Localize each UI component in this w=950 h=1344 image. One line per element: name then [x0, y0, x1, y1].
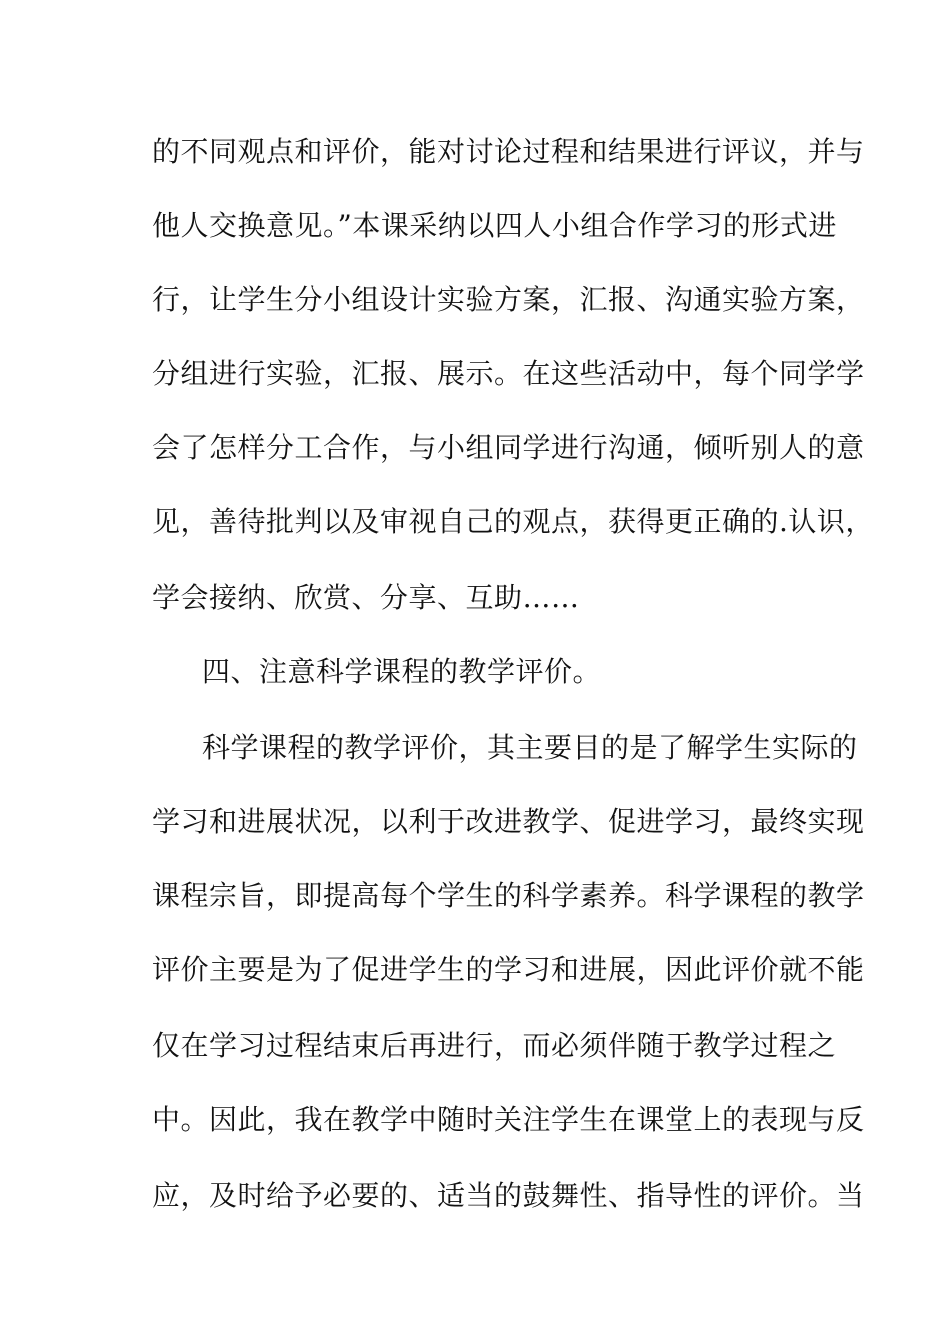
text-line: 行，让学生分小组设计实验方案，汇报、沟通实验方案， [152, 283, 865, 316]
text-line: 分组进行实验，汇报、展示。在这些活动中，每个同学学 [152, 357, 865, 390]
text-line: 的不同观点和评价，能对讨论过程和结果进行评议，并与 [152, 135, 865, 168]
section-heading: 四、注意科学课程的教学评价。 [202, 655, 602, 688]
text-line: 课程宗旨，即提高每个学生的科学素养。科学课程的教学 [152, 879, 865, 912]
paragraph-first-line: 科学课程的教学评价，其主要目的是了解学生实际的 [202, 731, 858, 764]
text-line: 学习和进展状况，以利于改进教学、促进学习，最终实现 [152, 805, 865, 838]
text-line: 他人交换意见。”本课采纳以四人小组合作学习的形式进 [152, 209, 837, 242]
text-line: 评价主要是为了促进学生的学习和进展，因此评价就不能 [152, 953, 865, 986]
text-line: 仅在学习过程结束后再进行，而必须伴随于教学过程之 [152, 1029, 837, 1062]
text-line: 学会接纳、欣赏、分享、互助…… [152, 581, 580, 614]
text-line: 中。因此，我在教学中随时关注学生在课堂上的表现与反 [152, 1103, 865, 1136]
text-line: 会了怎样分工合作，与小组同学进行沟通，倾听别人的意 [152, 431, 865, 464]
text-line: 应，及时给予必要的、适当的鼓舞性、指导性的评价。当 [152, 1179, 865, 1212]
text-line: 见，善待批判以及审视自己的观点，获得更正确的.认识， [152, 505, 874, 538]
